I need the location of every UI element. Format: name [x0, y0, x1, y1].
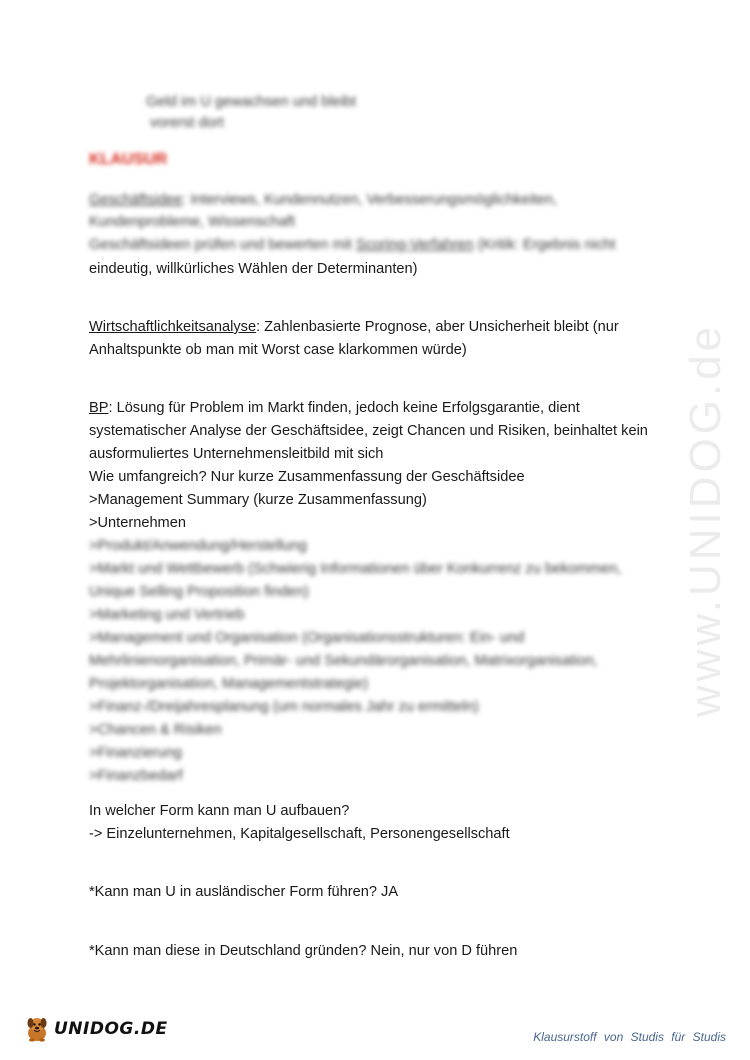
geschaeftsidee-line-1: [89, 190, 557, 210]
wirtschaftlichkeit-text: : Zahlenbasierte Prognose, aber Unsicherheit bleibt (nur: [256, 319, 619, 335]
bp-item-marketing: >Marketing und Vertrieb: [89, 607, 245, 623]
bp-item-finanzbedarf: >Finanzbedarf: [89, 768, 183, 784]
wirtschaftlichkeit-line-2: Anhaltspunkte ob man mit Worst case klarkommen würde): [89, 342, 467, 358]
geschaeftsidee-line-2: Kundenprobleme, Wissenschaft: [89, 214, 296, 230]
section-heading-klausur: KLAUSUR: [89, 151, 168, 168]
wirtschaftlichkeit-line-1: [89, 317, 619, 337]
bp-item-produkt: >Produkt/Anwendung/Herstellung: [89, 538, 307, 554]
dog-mascot-icon: [22, 1014, 52, 1044]
bp-text: : Lösung für Problem im Markt finden, jedoch keine Erfolgsgarantie, dient: [108, 400, 580, 416]
unidog-logo[interactable]: [22, 1014, 168, 1044]
geschaeftsidee-text: : Interviews, Kundennutzen, Verbesserungsmöglichkeiten,: [182, 192, 558, 208]
wirtschaftlichkeit-label: Wirtschaftlichkeitsanalyse: [89, 319, 257, 335]
geschaeftsidee-line-3-b: (Kritik: Ergebnis nicht: [473, 237, 616, 253]
form-question: In welcher Form kann man U aufbauen?: [89, 803, 350, 819]
question-deutschland-gruenden: *Kann man diese in Deutschland gründen? Nein, nur von D führen: [89, 943, 518, 959]
geschaeftsidee-label: Geschäftsidee: [89, 192, 183, 208]
bp-item-markt: >Markt und Wettbewerb (Schwierig Informationen über Konkurrenz zu bekommen,: [89, 561, 622, 577]
bp-line-2: systematischer Analyse der Geschäftsidee, zeigt Chancen und Risiken, beinhaltet kein: [89, 423, 648, 439]
footer-tagline: Klausurstoff von Studis für Studis: [533, 1030, 726, 1044]
bp-line-4: Wie umfangreich? Nur kurze Zusammenfassung der Geschäftsidee: [89, 469, 525, 485]
bp-item-chancen: >Chancen & Risiken: [89, 722, 222, 738]
form-answer: -> Einzelunternehmen, Kapitalgesellschaft, Personengesellschaft: [89, 826, 510, 842]
bp-item-management-cont-2: Projektorganisation, Managementstrategie): [89, 676, 369, 692]
scoring-verfahren-term: Scoring-Verfahren: [355, 237, 474, 253]
bp-item-finanzierung: >Finanzierung: [89, 745, 182, 761]
logo-text: UNIDOG.DE: [54, 1019, 168, 1039]
question-auslaendische-form: *Kann man U in ausländischer Form führen? JA: [89, 884, 399, 900]
bp-line-3: ausformuliertes Unternehmensleitbild mit sich: [89, 446, 384, 462]
bp-label: BP: [89, 400, 109, 416]
bp-item-management-summary: >Management Summary (kurze Zusammenfassung): [89, 492, 427, 508]
geschaeftsidee-line-4: eindeutig, willkürliches Wählen der Determinanten): [89, 261, 418, 277]
bp-line-1: [89, 398, 580, 418]
geschaeftsidee-line-3-a: Geschäftsideen prüfen und bewerten mit: [89, 237, 356, 253]
bp-item-management-cont-1: Mehrlinienorganisation, Primär- und Sekundärorganisation, Matrixorganisation,: [89, 653, 598, 669]
top-note-line-1: Geld im U gewachsen und bleibt: [146, 94, 357, 110]
bp-item-markt-cont: Unique Selling Proposition finden): [89, 584, 309, 600]
bp-item-unternehmen: >Unternehmen: [89, 515, 186, 531]
top-note-line-2: vorerst dort: [150, 115, 224, 131]
watermark: www.UNIDOG.de: [681, 322, 730, 718]
bp-item-management: >Management und Organisation (Organisationsstrukturen: Ein- und: [89, 630, 525, 646]
bp-item-finanzplanung: >Finanz-/Dreijahresplanung (um normales Jahr zu ermitteln): [89, 699, 479, 715]
geschaeftsidee-line-3: [89, 235, 615, 255]
